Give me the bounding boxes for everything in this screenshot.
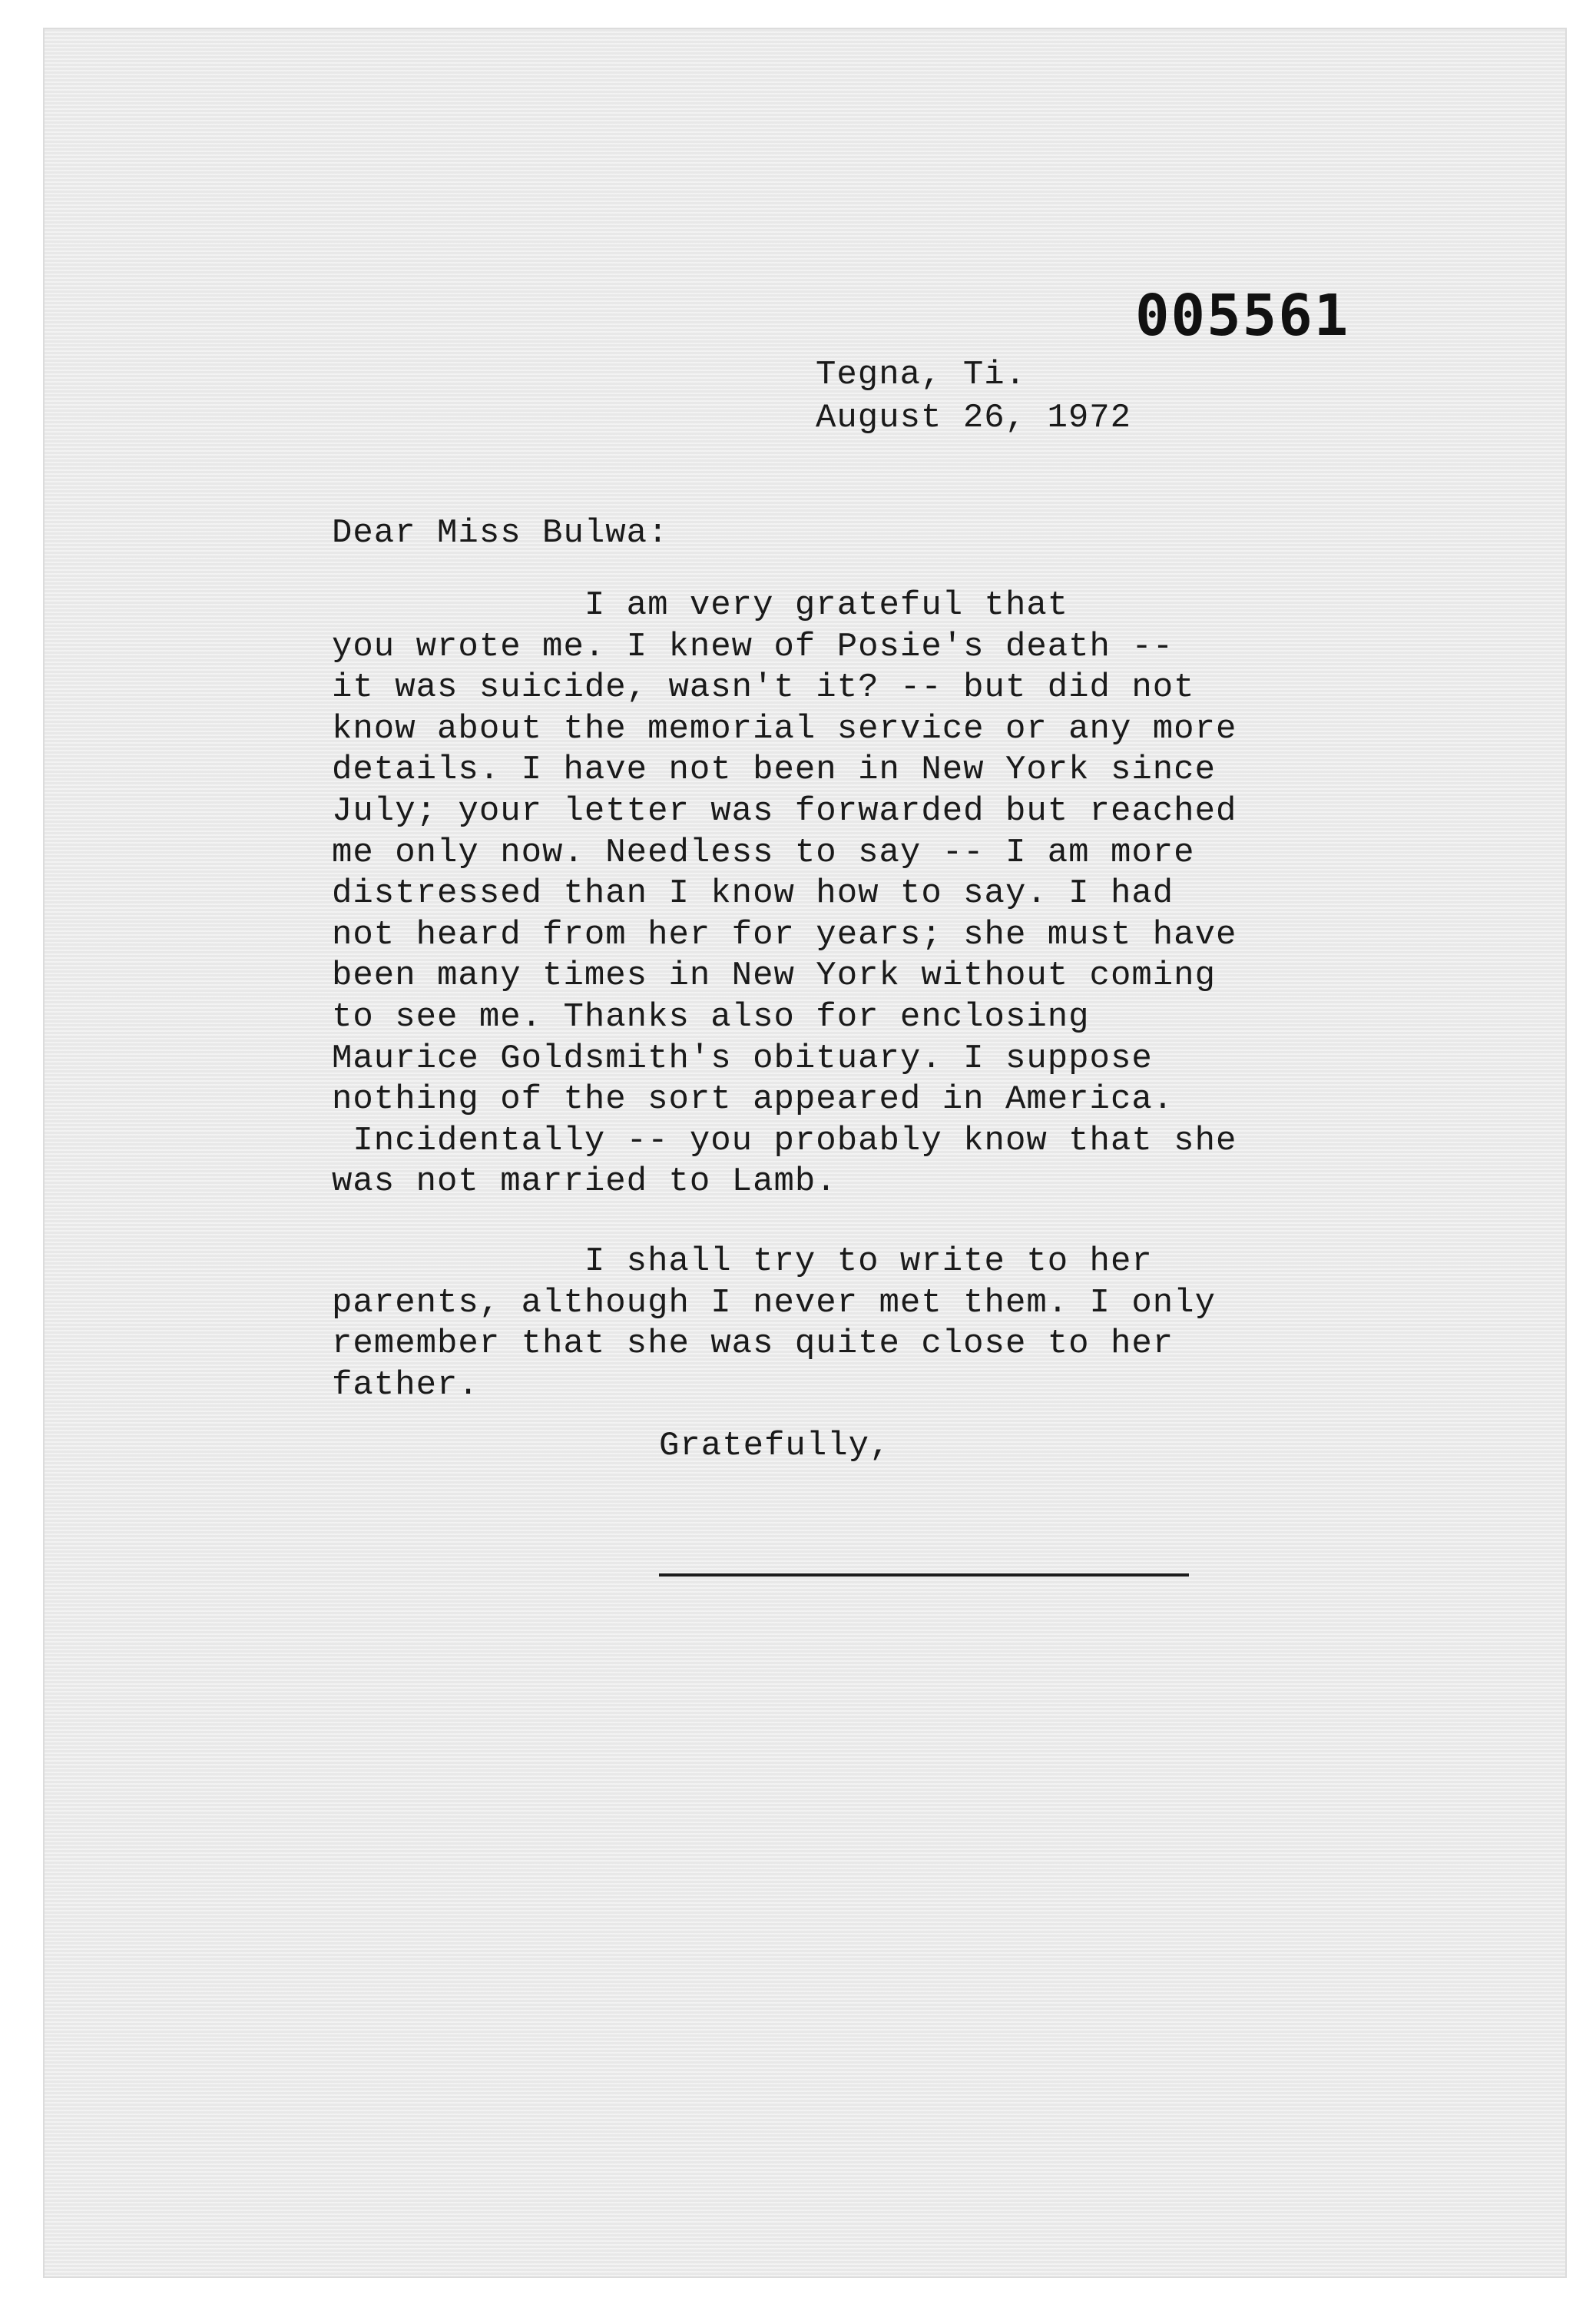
body-paragraph-2 — [332, 1242, 1216, 1406]
body-line: distressed than I know how to say. I had — [332, 874, 1174, 913]
body-line: know about the memorial service or any more — [332, 709, 1237, 748]
closing: Gratefully, — [659, 1427, 891, 1465]
salutation: Dear Miss Bulwa: — [332, 514, 669, 552]
body-line: Incidentally -- you probably know that she — [332, 1121, 1237, 1160]
document-number: 005561 — [1135, 283, 1350, 349]
signature-line — [659, 1573, 1189, 1577]
body-line: to see me. Thanks also for enclosing — [332, 997, 1090, 1036]
body-line: Maurice Goldsmith's obituary. I suppose — [332, 1039, 1153, 1078]
letter-place: Tegna, Ti. — [816, 356, 1027, 394]
body-line: I am very grateful that — [332, 586, 1069, 625]
body-line: remember that she was quite close to her — [332, 1325, 1174, 1364]
body-line: father. — [332, 1365, 479, 1404]
body-line: you wrote me. I knew of Posie's death -- — [332, 627, 1174, 666]
body-line: been many times in New York without coming — [332, 957, 1216, 996]
body-line: I shall try to write to her — [332, 1242, 1153, 1281]
body-line: was not married to Lamb. — [332, 1162, 837, 1202]
body-line: parents, although I never met them. I only — [332, 1283, 1216, 1322]
body-paragraph-1 — [332, 585, 1237, 1203]
body-line: me only now. Needless to say -- I am more — [332, 833, 1195, 872]
body-line: it was suicide, wasn't it? -- but did not — [332, 668, 1195, 708]
body-line: details. I have not been in New York since — [332, 751, 1216, 790]
body-line: July; your letter was forwarded but reached — [332, 791, 1237, 831]
body-line: nothing of the sort appeared in America. — [332, 1080, 1174, 1119]
letter-date: August 26, 1972 — [816, 399, 1132, 437]
body-line: not heard from her for years; she must have — [332, 915, 1237, 954]
